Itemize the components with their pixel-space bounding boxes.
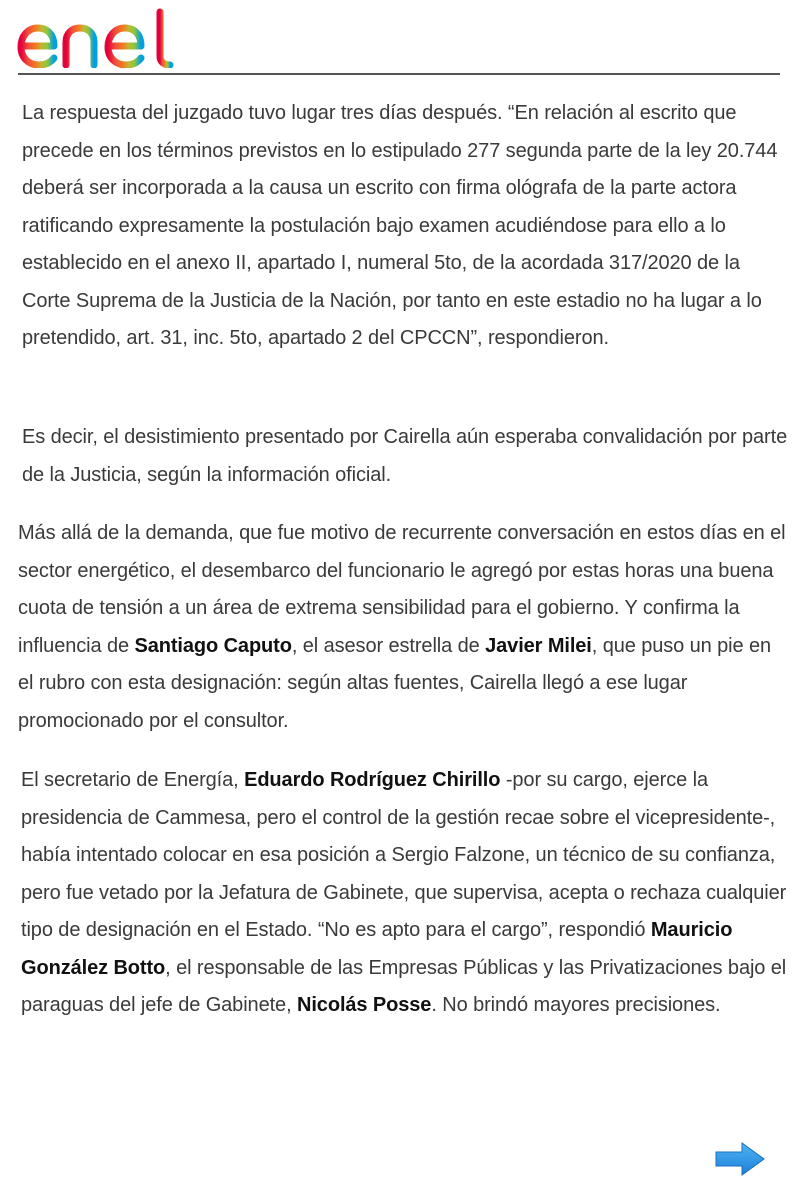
text-segment: El secretario de Energía, [21,769,245,791]
text-segment: , el asesor estrella de [291,634,486,657]
text-segment: Más allá de la demanda, que fue motivo de recurrente conversación en estos días en el sector energético, el desembarco del funcionario le agregó por estas horas una buena cuota de tensión a un área de extrema sensibilidad para el gobierno. Y confirma la influencia de [18,522,786,657]
site-header [0,0,800,76]
text-segment: . No brindó mayores precisiones. [431,994,721,1016]
text-segment: Es decir, el desistimiento presentado por Cairella aún esperaba convalidación por parte de la Justicia, según la información oficial. [22,426,788,486]
article-paragraph-3 [18,515,788,740]
text-segment: , que puso un pie en el rubro con esta designación: según altas fuentes, Cairella llegó a ese lugar promocionado por el consultor. [18,634,772,732]
text-segment: La respuesta del juzgado tuvo lugar tres días después. “En relación al escrito que precede en los términos previstos en lo estipulado 277 segunda parte de la ley 20.744 deberá ser incorporada a la causa un escrito con firma ológrafa de la parte actora ratificando expresamente la postulación bajo examen acudiéndose para ello a lo establecido en el anexo II, apartado I, numeral 5to, de la acordada 317/2020 de la Corte Suprema de la Justicia de la Nación, por tanto en este estadio no ha lugar a lo pretendido, art. 31, inc. 5to, apartado 2 del CPCCN”, respondieron. [22,102,778,349]
article-paragraph-2 [22,419,792,494]
enel-logo[interactable] [14,4,184,68]
person-name: Santiago Caputo [134,634,292,657]
person-name: Nicolás Posse [297,994,432,1016]
person-name: Eduardo Rodríguez Chirillo [244,769,501,791]
header-divider [18,73,780,75]
article-paragraph-1 [22,95,792,358]
article-paragraph-4 [21,762,791,1025]
person-name: Javier Milei [485,634,592,657]
next-arrow-icon[interactable] [712,1139,768,1179]
text-segment: , el responsable de las Empresas Públicas y las Privatizaciones bajo el paraguas del jefe de Gabinete, [21,956,787,1016]
person-name: Mauricio González Botto [21,919,733,979]
text-segment: -por su cargo, ejerce la presidencia de Cammesa, pero el control de la gestión recae sobre el vicepresidente-, había intentado colocar en esa posición a Sergio Falzone, un técnico de su confianza, pero fue vetado por la Jefatura de Gabinete, que supervisa, acepta o rechaza cualquier tipo de designación en el Estado. “No es apto para el cargo”, respondió [21,769,787,941]
